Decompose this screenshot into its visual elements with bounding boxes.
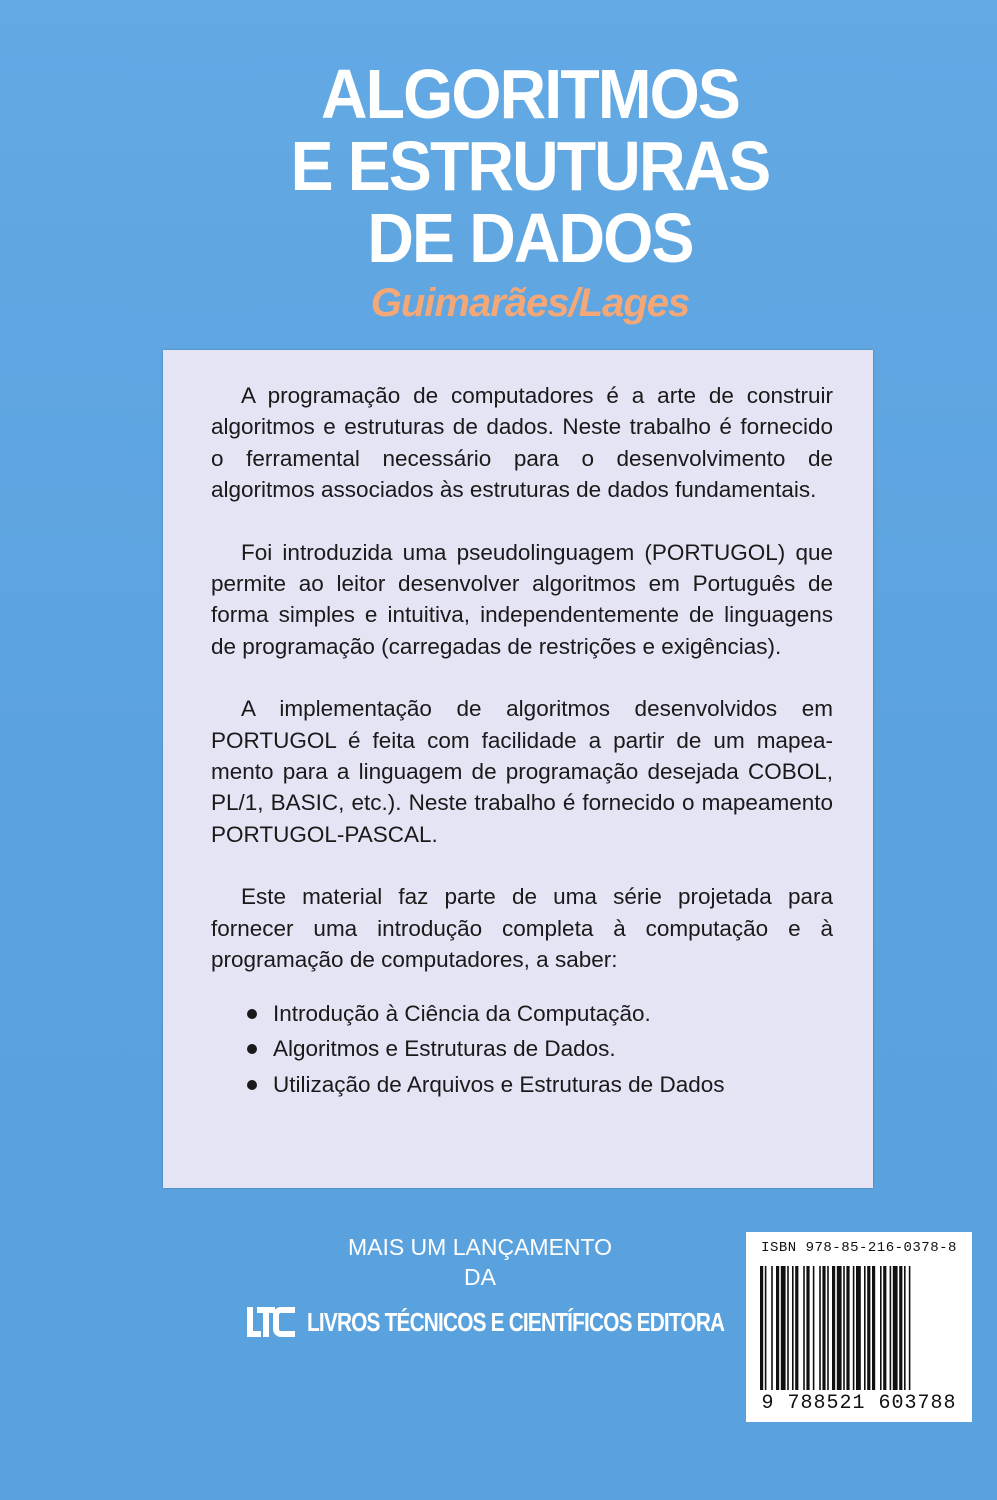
series-list — [211, 996, 833, 1103]
title-line-1: ALGORITMOS — [320, 55, 740, 133]
series-item-label: Utilização de Arquivos e Estruturas de Dados — [273, 1071, 725, 1097]
authors: Guimarães/Lages — [370, 281, 690, 325]
description-text — [211, 380, 833, 1102]
barcode-label — [746, 1232, 972, 1422]
title-line-2: E ESTRUTURAS — [290, 127, 770, 205]
isbn-text: ISBN 978-85-216-0378-8 — [761, 1240, 957, 1256]
series-item-label: Algoritmos e Estruturas de Dados. — [273, 1036, 616, 1061]
series-item-label: Introdução à Ciência da Computação. — [273, 1000, 651, 1026]
paragraph-2: Foi introduzida uma pseudolinguagem (PORTUGOL) que permite ao leitor desenvolver algoritmos em Português de forma simples e intuitiva, independentemente de linguagens de programação (carregadas de restrições e exigências). — [211, 539, 833, 659]
paragraph-1: A programação de computadores é a arte de construir algoritmos e estruturas de dados. Neste trabalho é fornecido o ferramental necessário para o desenvolvimento de algoritmos associados às estruturas de dados fundamentais. — [211, 383, 833, 503]
paragraph-4: Este material faz parte de uma série projetada para fornecer uma introdução completa à computação e à programação de computadores, a saber: — [211, 884, 833, 973]
bullet-icon — [247, 1009, 257, 1019]
paragraph-3: A implementação de algoritmos desenvolvidos em PORTUGOL é feita com facilidade a partir de um mapeamento para a linguagem de programação desejada COBOL, PL/1, BASIC, etc.). Neste trabalho é fornecido o mapeamento PORTUGOL-PASCAL. — [211, 696, 833, 847]
barcode-digits: 9 788521 603788 — [761, 1392, 957, 1415]
launch-line-1: MAIS UM LANÇAMENTO — [347, 1234, 613, 1260]
list-item — [247, 1067, 833, 1103]
bullet-icon — [247, 1044, 257, 1054]
list-item — [247, 996, 833, 1032]
list-item — [247, 1031, 833, 1067]
description-panel — [163, 350, 873, 1188]
launch-notice — [230, 1232, 730, 1292]
bullet-icon — [247, 1080, 257, 1090]
ltc-logo-icon — [245, 1304, 297, 1340]
launch-line-2: DA — [464, 1264, 496, 1290]
publisher-name: LIVROS TÉCNICOS E CIENTÍFICOS EDITORA — [307, 1306, 725, 1337]
publisher-logo — [245, 1302, 829, 1342]
barcode-icon — [760, 1266, 958, 1390]
book-title — [180, 55, 879, 277]
title-line-3: DE DADOS — [367, 199, 693, 277]
